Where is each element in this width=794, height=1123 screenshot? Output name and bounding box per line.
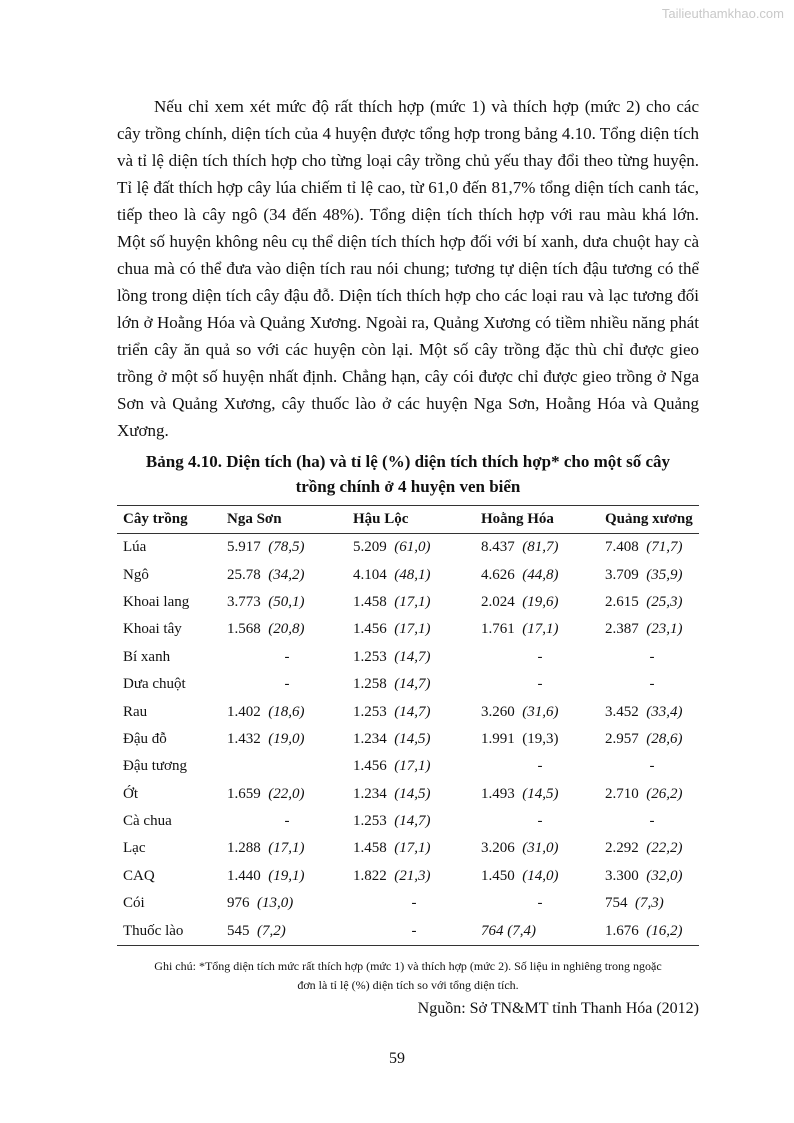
- cell-percent: (14,0): [522, 867, 559, 884]
- cell-percent: (26,2): [646, 785, 683, 802]
- cell-percent: (31,0): [522, 840, 559, 857]
- header-hoang-hoa: Hoằng Hóa: [475, 506, 599, 534]
- cell-percent: (50,1): [268, 593, 305, 610]
- cell-value: [475, 835, 599, 862]
- cell-value: [475, 753, 599, 780]
- cell-value: [599, 753, 699, 780]
- cell-value: [347, 671, 475, 698]
- cell-area: 1.234: [353, 785, 387, 802]
- cell-value: [599, 781, 699, 808]
- cell-value: [475, 890, 599, 917]
- cell-percent: (61,0): [394, 539, 431, 556]
- cell-crop-name: Lúa: [123, 539, 147, 556]
- cell-value: [347, 917, 475, 945]
- cell-area: 5.209: [353, 539, 387, 556]
- cell-percent: (7,2): [257, 922, 286, 939]
- table-row: [117, 835, 699, 862]
- cell-value: [475, 561, 599, 588]
- cell-percent: (31,6): [522, 703, 559, 720]
- cell-value: [221, 698, 347, 725]
- cell-percent: (22,0): [268, 785, 305, 802]
- cell-value: [475, 589, 599, 616]
- cell-value: [221, 671, 347, 698]
- cell-value: [475, 808, 599, 835]
- cell-value: [347, 863, 475, 890]
- cell-area: 1.456: [353, 621, 387, 638]
- table-note: [117, 957, 699, 995]
- cell-value: [347, 534, 475, 562]
- table-row: [117, 671, 699, 698]
- cell-percent: (17,1): [394, 593, 431, 610]
- cell-crop-name: CAQ: [123, 867, 155, 884]
- cell-value: [347, 753, 475, 780]
- cell-dash: -: [537, 676, 543, 693]
- table-row: [117, 781, 699, 808]
- cell-percent: (23,1): [646, 621, 683, 638]
- cell-value: [599, 917, 699, 945]
- cell-value: [347, 781, 475, 808]
- cell-area: 4.104: [353, 566, 387, 583]
- cell-value: [221, 835, 347, 862]
- cell-percent: (14,7): [394, 703, 431, 720]
- cell-area: 1.440: [227, 867, 261, 884]
- cell-percent: (22,2): [646, 840, 683, 857]
- cell-percent: (14,5): [394, 785, 431, 802]
- cell-percent: (17,1): [394, 840, 431, 857]
- cell-crop-name: Cói: [123, 895, 145, 912]
- cell-value: [599, 863, 699, 890]
- header-crop: Cây trồng: [117, 506, 221, 534]
- cell-value: [475, 781, 599, 808]
- table-note-line-1: Ghi chú: *Tổng diện tích mức rất thích hợp (mức 1) và thích hợp (mức 2). Số liệu in nghiêng trong ngoặc: [154, 959, 662, 973]
- cell-value: [221, 561, 347, 588]
- cell-percent: (19,3): [522, 730, 559, 747]
- cell-crop-name: Đậu tương: [123, 758, 187, 775]
- body-paragraph: Nếu chỉ xem xét mức độ rất thích hợp (mức 1) và thích hợp (mức 2) cho các cây trồng chính, diện tích của 4 huyện được tổng hợp trong bảng 4.10. Tổng diện tích và tỉ lệ diện tích thích hợp cho từng loại cây trồng chủ yếu thay đổi theo từng huyện. Tỉ lệ đất thích hợp cây lúa chiếm tỉ lệ cao, từ 61,0 đến 81,7% tổng diện tích canh tác, tiếp theo là cây ngô (34 đến 48%). Tổng diện tích thích hợp với rau màu khá lớn. Một số huyện không nêu cụ thể diện tích thích hợp đối với bí xanh, dưa chuột hay cà chua mà có thể đưa vào diện tích rau nói chung; tương tự diện tích đậu tương có thể lồng trong diện tích cây đậu đỗ. Diện tích thích hợp cho các loại rau và lạc tương đối lớn ở Hoằng Hóa và Quảng Xương. Ngoài ra, Quảng Xương có tiềm nhiều năng phát triển cây ăn quả so với các huyện còn lại. Một số cây trồng đặc thù chỉ được gieo trồng ở một số huyện nhất định. Chẳng hạn, cây cói được chỉ được gieo trồng ở Nga Sơn và Quảng Xương, cây thuốc lào ở các huyện Nga Sơn, Hoằng Hóa và Quảng Xương.: [117, 97, 699, 440]
- cell-dash: -: [284, 813, 290, 830]
- cell-value: [475, 534, 599, 562]
- cell-crop-name: Ớt: [123, 785, 138, 802]
- cell-area: 1.234: [353, 730, 387, 747]
- cell-value: [347, 835, 475, 862]
- cell-crop-name: Khoai lang: [123, 593, 190, 610]
- cell-value: [221, 726, 347, 753]
- header-nga-son: Nga Sơn: [221, 506, 347, 534]
- cell-value: [347, 644, 475, 671]
- cell-dash: -: [649, 648, 655, 665]
- cell-value: [475, 917, 599, 945]
- cell-crop-name: Cà chua: [123, 813, 172, 830]
- cell-value: [347, 726, 475, 753]
- cell-dash: -: [537, 895, 543, 912]
- cell-value: [599, 644, 699, 671]
- cell-area: 2.024: [481, 593, 515, 610]
- cell-area: 764 (7,4): [481, 922, 536, 939]
- cell-value: [599, 726, 699, 753]
- table-row: [117, 863, 699, 890]
- cell-area: 1.761: [481, 621, 515, 638]
- cell-value: [599, 835, 699, 862]
- cell-area: 1.288: [227, 840, 261, 857]
- cell-area: 1.676: [605, 922, 639, 939]
- cell-value: [599, 698, 699, 725]
- cell-value: [347, 890, 475, 917]
- cell-percent: (7,3): [635, 895, 664, 912]
- cell-value: [475, 698, 599, 725]
- cell-percent: (20,8): [268, 621, 305, 638]
- cell-value: [221, 917, 347, 945]
- cell-percent: (13,0): [257, 895, 294, 912]
- cell-value: [599, 534, 699, 562]
- cell-crop-name: Rau: [123, 703, 148, 720]
- cell-value: [347, 808, 475, 835]
- cell-percent: (19,0): [268, 730, 305, 747]
- cell-percent: (17,1): [268, 840, 305, 857]
- cell-percent: (14,5): [522, 785, 559, 802]
- cell-value: [475, 616, 599, 643]
- cell-area: 1.456: [353, 758, 387, 775]
- cell-value: [221, 808, 347, 835]
- table-row: [117, 808, 699, 835]
- cell-percent: (44,8): [522, 566, 559, 583]
- cell-dash: -: [649, 813, 655, 830]
- cell-value: [221, 589, 347, 616]
- cell-dash: -: [537, 648, 543, 665]
- cell-area: 976: [227, 895, 250, 912]
- cell-area: 1.402: [227, 703, 261, 720]
- cell-percent: (78,5): [268, 539, 305, 556]
- cell-value: [475, 671, 599, 698]
- cell-value: [221, 534, 347, 562]
- cell-percent: (18,6): [268, 703, 305, 720]
- cell-value: [221, 616, 347, 643]
- cell-value: [221, 890, 347, 917]
- page-number: 59: [389, 1050, 405, 1067]
- cell-percent: (17,1): [394, 621, 431, 638]
- cell-dash: -: [284, 676, 290, 693]
- cell-dash: -: [649, 676, 655, 693]
- cell-dash: -: [411, 922, 417, 939]
- cell-area: 1.659: [227, 785, 261, 802]
- cell-value: [599, 589, 699, 616]
- table-row: [117, 534, 699, 562]
- cell-area: 1.568: [227, 621, 261, 638]
- cell-percent: (14,7): [394, 676, 431, 693]
- cell-area: 545: [227, 922, 250, 939]
- cell-value: [475, 863, 599, 890]
- cell-area: 754: [605, 895, 628, 912]
- table-row: [117, 644, 699, 671]
- cell-value: [599, 808, 699, 835]
- cell-value: [599, 616, 699, 643]
- cell-area: 5.917: [227, 539, 261, 556]
- cell-percent: (17,1): [394, 758, 431, 775]
- cell-percent: (17,1): [522, 621, 559, 638]
- cell-dash: -: [411, 895, 417, 912]
- table-row: [117, 753, 699, 780]
- table-caption-line-1: Bảng 4.10. Diện tích (ha) và tỉ lệ (%) diện tích thích hợp* cho một số cây: [145, 452, 671, 471]
- table-row: [117, 726, 699, 753]
- cell-value: [599, 671, 699, 698]
- cell-crop-name: Thuốc lào: [117, 917, 221, 945]
- cell-area: 25.78: [227, 566, 261, 583]
- table-note-line-2: đơn là tỉ lệ (%) diện tích so với tổng diện tích.: [297, 978, 519, 992]
- cell-area: 3.206: [481, 840, 515, 857]
- cell-dash: -: [537, 758, 543, 775]
- cell-percent: (81,7): [522, 539, 559, 556]
- cell-percent: (14,7): [394, 648, 431, 665]
- cell-value: [475, 644, 599, 671]
- cell-value: [221, 863, 347, 890]
- cell-area: 3.260: [481, 703, 515, 720]
- cell-value: [221, 781, 347, 808]
- table-caption: [117, 449, 699, 499]
- cell-crop-name: Khoai tây: [123, 621, 182, 638]
- cell-percent: (32,0): [646, 867, 683, 884]
- header-hau-loc: Hậu Lộc: [347, 506, 475, 534]
- cell-crop-name: Bí xanh: [123, 648, 171, 665]
- cell-crop-name: Ngô: [123, 566, 149, 583]
- cell-percent: (19,6): [522, 593, 559, 610]
- cell-area: 1.253: [353, 813, 387, 830]
- cell-value: [221, 644, 347, 671]
- cell-percent: (48,1): [394, 566, 431, 583]
- cell-area: 3.300: [605, 867, 639, 884]
- cell-area: 1.253: [353, 648, 387, 665]
- table-row: [117, 616, 699, 643]
- cell-area: 1.258: [353, 676, 387, 693]
- cell-area: 2.387: [605, 621, 639, 638]
- cell-area: 1.253: [353, 703, 387, 720]
- cell-area: 1.450: [481, 867, 515, 884]
- table-caption-line-2: trồng chính ở 4 huyện ven biển: [295, 477, 521, 496]
- cell-value: [475, 726, 599, 753]
- cell-crop-name: Dưa chuột: [123, 676, 186, 693]
- table-row: [117, 698, 699, 725]
- cell-area: 1.493: [481, 785, 515, 802]
- cell-percent: (19,1): [268, 867, 305, 884]
- cell-dash: -: [649, 758, 655, 775]
- cell-percent: (25,3): [646, 593, 683, 610]
- cell-area: 7.408: [605, 539, 639, 556]
- table-row: [117, 917, 699, 945]
- cell-area: 2.292: [605, 840, 639, 857]
- cell-value: [599, 561, 699, 588]
- table-row: [117, 589, 699, 616]
- cell-dash: -: [284, 648, 290, 665]
- cell-percent: (28,6): [646, 730, 683, 747]
- cell-value: [347, 698, 475, 725]
- cell-area: 1.432: [227, 730, 261, 747]
- cell-area: 1.458: [353, 840, 387, 857]
- cell-dash: -: [537, 813, 543, 830]
- cell-percent: (21,3): [394, 867, 431, 884]
- header-quang-xuong: Quảng xương: [599, 506, 699, 534]
- cell-area: 1.822: [353, 867, 387, 884]
- cell-percent: (14,7): [394, 813, 431, 830]
- cell-percent: (14,5): [394, 730, 431, 747]
- cell-value: [347, 616, 475, 643]
- cell-area: 3.773: [227, 593, 261, 610]
- cell-crop-name: Đậu đỗ: [123, 730, 167, 747]
- table-header-row: [117, 506, 699, 534]
- cell-area: 1.991: [481, 730, 515, 747]
- data-table: [117, 505, 699, 946]
- cell-area: 8.437: [481, 539, 515, 556]
- cell-area: 2.710: [605, 785, 639, 802]
- cell-percent: (16,2): [646, 922, 683, 939]
- cell-value: [221, 753, 347, 780]
- cell-area: 3.452: [605, 703, 639, 720]
- table-row: [117, 561, 699, 588]
- cell-value: [347, 561, 475, 588]
- source-citation: Nguồn: Sở TN&MT tỉnh Thanh Hóa (2012): [417, 1000, 699, 1017]
- cell-value: [599, 890, 699, 917]
- cell-value: [347, 589, 475, 616]
- cell-percent: (35,9): [646, 566, 683, 583]
- cell-percent: (71,7): [646, 539, 683, 556]
- watermark: Tailieuthamkhao.com: [661, 6, 784, 21]
- cell-percent: (34,2): [268, 566, 305, 583]
- cell-percent: (33,4): [646, 703, 683, 720]
- table-row: [117, 890, 699, 917]
- cell-area: 1.458: [353, 593, 387, 610]
- table-body: [117, 534, 699, 946]
- cell-area: 2.957: [605, 730, 639, 747]
- cell-area: 3.709: [605, 566, 639, 583]
- cell-area: 4.626: [481, 566, 515, 583]
- cell-area: 2.615: [605, 593, 639, 610]
- cell-crop-name: Lạc: [123, 840, 146, 857]
